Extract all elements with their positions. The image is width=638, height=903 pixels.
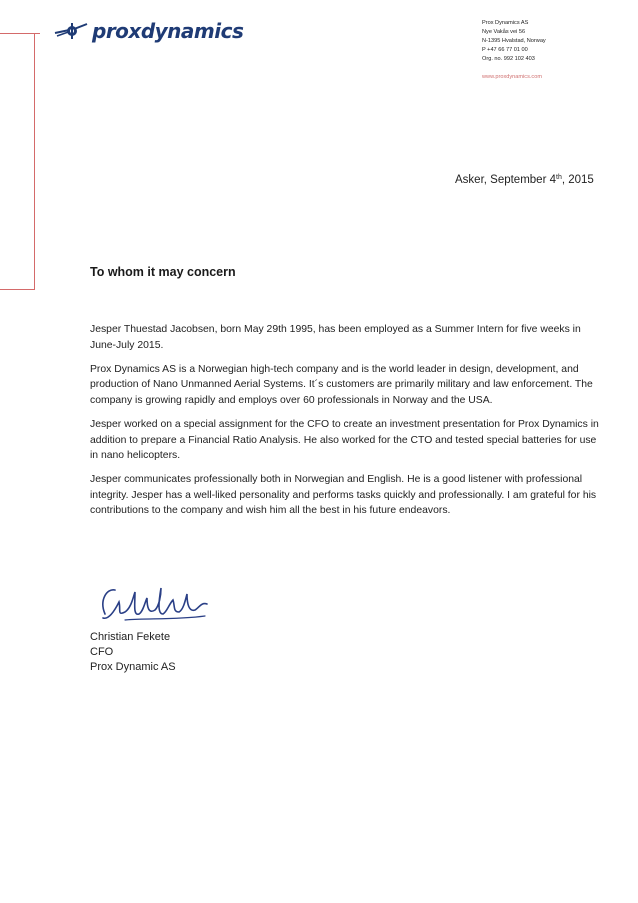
signatory-name: Christian Fekete xyxy=(90,631,171,643)
rotor-icon xyxy=(54,21,88,41)
margin-line-left xyxy=(34,33,35,289)
paragraph: Jesper Thuestad Jacobsen, born May 29th 1995, has been employed as a Summer Intern for five weeks in June-July 2015. xyxy=(90,324,581,351)
company-logo xyxy=(54,19,243,43)
address-line: Org. no. 992 102 403 xyxy=(482,56,535,62)
address-line: Prox Dynamics AS xyxy=(482,20,529,26)
signatory-block xyxy=(90,630,176,676)
address-line: P +47 66 77 01 00 xyxy=(482,47,528,53)
letter-greeting: To whom it may concern xyxy=(90,265,236,279)
margin-line-bottom xyxy=(0,289,35,290)
paragraph: Jesper communicates professionally both in Norwegian and English. He is a good listener with professional integrity. Jesper has a well-liked personality and performs tasks quickly and professionally. I am grateful for his contributions to the company and wish him all the best in his future endeavors. xyxy=(90,474,597,517)
date-suffix: , 2015 xyxy=(561,174,594,186)
signatory-title: CFO xyxy=(90,646,114,659)
signatory-company: Prox Dynamic AS xyxy=(90,661,176,674)
letter-date xyxy=(455,174,594,186)
company-address xyxy=(482,19,546,82)
paragraph: Jesper worked on a special assignment for the CFO to create an investment presentation for Prox Dynamics in addition to prepare a Financial Ratio Analysis. He also worked for the CTO and tested special batteries for use in nano helicopters. xyxy=(90,418,599,462)
logo-wordmark: proxdynamics xyxy=(92,19,244,43)
website-link[interactable]: www.proxdynamics.com xyxy=(482,74,542,80)
date-superscript: th xyxy=(556,174,562,181)
handwritten-signature xyxy=(95,580,225,633)
address-line: N-1395 Hvalstad, Norway xyxy=(482,38,546,44)
date-prefix: Asker, September 4 xyxy=(455,174,556,186)
address-line: Nye Vakås vei 56 xyxy=(482,29,526,35)
letter-body xyxy=(90,322,605,528)
paragraph: Prox Dynamics AS is a Norwegian high-tech company and is the world leader in design, development, and production of Nano Unmanned Aerial Systems. It´s customers are primarily military and law enforcement. The company is growing rapidly and employs over 60 professionals in Norway and the USA. xyxy=(90,363,593,406)
